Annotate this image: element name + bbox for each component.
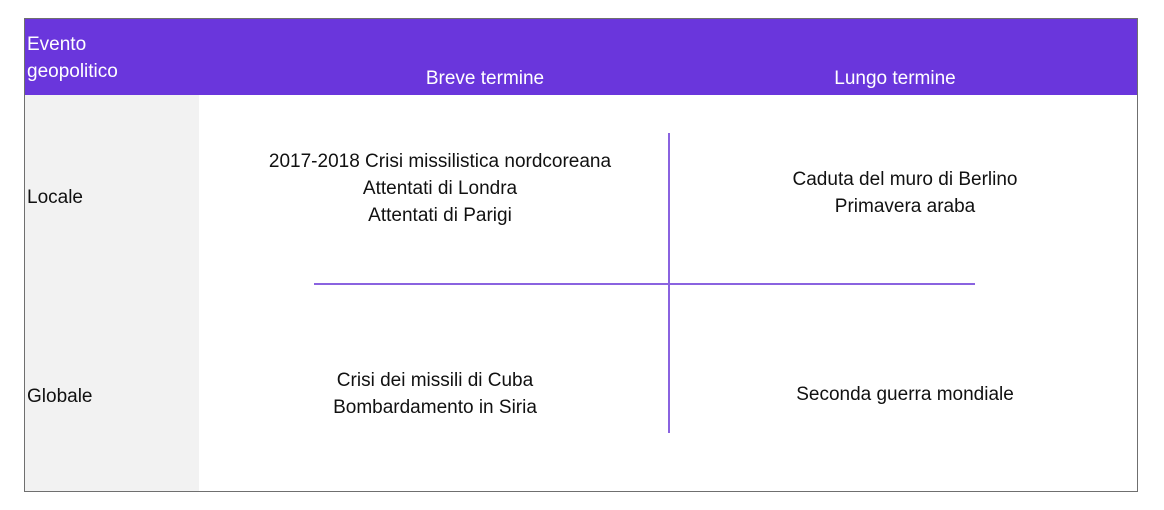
- header-first-line1: Evento: [27, 34, 87, 55]
- header-short-term: Breve termine: [425, 68, 545, 89]
- row-label-global: Globale: [27, 386, 93, 407]
- cell-line: Attentati di Londra: [362, 178, 518, 199]
- header-first-column: [27, 31, 118, 85]
- cell-line: 2017-2018 Crisi missilistica nordcoreana: [268, 151, 612, 172]
- cell-line: Crisi dei missili di Cuba: [336, 370, 534, 391]
- cell-line: Caduta del muro di Berlino: [792, 169, 1018, 190]
- geopolitical-matrix: [24, 18, 1138, 492]
- cell-line: Bombardamento in Siria: [333, 397, 537, 418]
- cell-line: Seconda guerra mondiale: [796, 384, 1014, 405]
- cell-line: Attentati di Parigi: [368, 205, 512, 226]
- header-first-line2: geopolitico: [27, 61, 118, 82]
- cell-local-long: [715, 166, 1095, 220]
- header-long-term: Lungo termine: [834, 68, 956, 89]
- cell-global-short: [245, 367, 625, 421]
- cell-local-short: [205, 148, 675, 229]
- horizontal-divider: [314, 283, 975, 285]
- cell-line: Primavera araba: [834, 196, 976, 217]
- row-label-column: [25, 95, 199, 491]
- header-bar: [25, 19, 1137, 95]
- cell-global-long: [715, 381, 1095, 408]
- row-label-local: Locale: [27, 187, 83, 208]
